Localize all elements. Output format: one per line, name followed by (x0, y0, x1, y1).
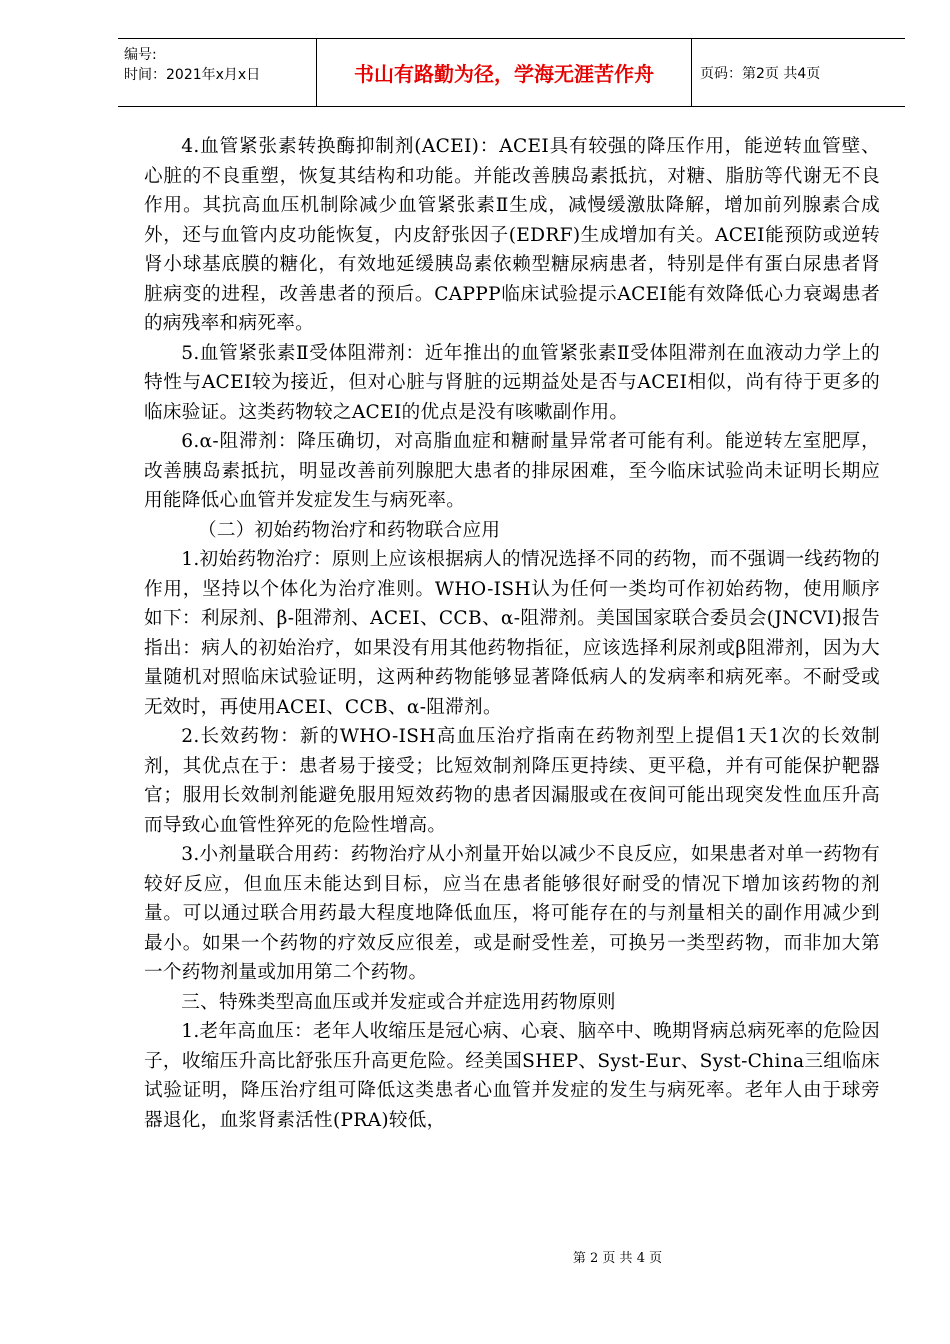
section-heading-special-types: 三、特殊类型高血压或并发症或合并症选用药物原则 (181, 991, 616, 1013)
paragraph-initial-therapy: 1.初始药物治疗：原则上应该根据病人的情况选择不同的药物，而不强调一线药物的作用，坚持以个体化为治疗准则。WHO-ISH认为任何一类均可作初始药物，使用顺序如下：利尿剂、β-阻滞剂、ACEI、CCB、α-阻滞剂。美国国家联合委员会(JNCVI)报告指出：病人的初始治疗，如果没有用其他药物指征，应该选择利尿剂或β阻滞剂，因为大量随机对照临床试验证明，这两种药物能够显著降低病人的发病率和病死率。不耐受或无效时，再使用ACEI、CCB、α-阻滞剂。 (144, 549, 880, 718)
document-body (144, 132, 880, 1135)
paragraph-arb: 5.血管紧张素Ⅱ受体阻滞剂：近年推出的血管紧张素Ⅱ受体阻滞剂在血液动力学上的特性与ACEI较为接近，但对心脏与肾脏的远期益处是否与ACEI相似，尚有待于更多的临床验证。这类药物较之ACEI的优点是没有咳嗽副作用。 (144, 342, 880, 423)
page-header (118, 38, 905, 107)
paragraph-long-acting: 2.长效药物：新的WHO-ISH高血压治疗指南在药物剂型上提倡1天1次的长效制剂，其优点在于：患者易于接受；比短效制剂降压更持续、更平稳，并有可能保护靶器官；服用长效制剂能避免服用短效药物的患者因漏服或在夜间可能出现突发性血压升高而导致心血管性猝死的危险性增高。 (144, 726, 880, 836)
document-date: 时间：2021年x月x日 (124, 67, 261, 83)
header-meta (118, 39, 316, 106)
paragraph-low-dose-combination: 3.小剂量联合用药：药物治疗从小剂量开始以减少不良反应，如果患者对单一药物有较好反应，但血压未能达到目标，应当在患者能够很好耐受的情况下增加该药物的剂量。可以通过联合用药最大程度地降低血压，将可能存在的与剂量相关的副作用减少到最小。如果一个药物的疗效反应很差，或是耐受性差，可换另一类型药物，而非加大第一个药物剂量或加用第二个药物。 (144, 844, 880, 983)
paragraph-elderly-hypertension: 1.老年高血压：老年人收缩压是冠心病、心衰、脑卒中、晚期肾病总病死率的危险因子，收缩压升高比舒张压升高更危险。经美国SHEP、Syst-Eur、Syst-China三组临床试验证明，降压治疗组可降低这类患者心血管并发症的发生与病死率。老年人由于球旁器退化，血浆肾素活性(PRA)较低， (144, 1021, 880, 1131)
header-slogan: 书山有路勤为径，学海无涯苦作舟 (316, 39, 692, 106)
paragraph-alpha-blocker: 6.α-阻滞剂：降压确切，对高脂血症和糖耐量异常者可能有利。能逆转左室肥厚，改善胰岛素抵抗，明显改善前列腺肥大患者的排尿困难，至今临床试验尚未证明长期应用能降低心血管并发症发生与病死率。 (144, 431, 880, 511)
page-footer: 第 2 页 共 4 页 (572, 1251, 663, 1266)
section-heading-initial-therapy: （二）初始药物治疗和药物联合应用 (197, 519, 501, 541)
document-number-label: 编号: (124, 47, 157, 63)
header-page-info: 页码：第2页 共4页 (700, 65, 821, 82)
paragraph-acei: 4.血管紧张素转换酶抑制剂(ACEI)：ACEI具有较强的降压作用，能逆转血管壁、心脏的不良重塑，恢复其结构和功能。并能改善胰岛素抵抗，对糖、脂肪等代谢无不良作用。其抗高血压机制除减少血管紧张素Ⅱ生成，减慢缓激肽降解，增加前列腺素合成外，还与血管内皮功能恢复，内皮舒张因子(EDRF)生成增加有关。ACEI能预防或逆转肾小球基底膜的糖化，有效地延缓胰岛素依赖型糖尿病患者，特别是伴有蛋白尿患者肾脏病变的进程，改善患者的预后。CAPPP临床试验提示ACEI能有效降低心力衰竭患者的病残率和病死率。 (144, 136, 880, 334)
